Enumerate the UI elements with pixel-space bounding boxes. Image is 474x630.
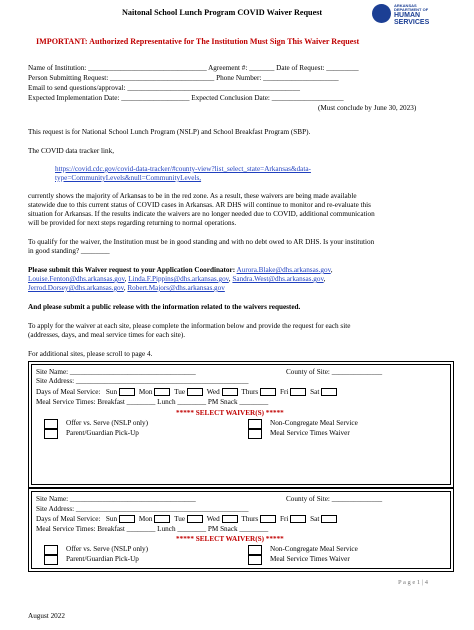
day-fri-label-2: Fri xyxy=(279,515,289,523)
day-sun-checkbox-2[interactable] xyxy=(119,515,135,523)
qualify-line-1: To qualify for the waiver, the Institution must be in good standing and with no debt owed to AR DHS. Is your institution xyxy=(28,238,375,246)
ovs-label-2: Offer vs. Serve (NSLP only) xyxy=(66,545,149,553)
day-tue-checkbox-2[interactable] xyxy=(187,515,203,523)
important-notice: IMPORTANT: Authorized Representative for The Institution Must Sign This Waiver Request xyxy=(36,37,360,46)
pickup-checkbox-2[interactable] xyxy=(44,555,58,565)
tracker-link-1[interactable]: https://covid.cdc.gov/covid-data-tracker/#county-view?list_select_state=Arkansas&data- xyxy=(55,165,311,173)
days-row-2 xyxy=(36,515,339,524)
day-wed-checkbox-2[interactable] xyxy=(222,515,238,523)
day-mon-checkbox[interactable] xyxy=(154,388,170,396)
day-tue-label-2: Tue xyxy=(174,515,186,523)
day-thurs-checkbox[interactable] xyxy=(260,388,276,396)
day-sat-checkbox-2[interactable] xyxy=(321,515,337,523)
submit-lead: Please submit this Waiver request to your Application Coordinator: xyxy=(28,266,236,274)
ovs-checkbox[interactable] xyxy=(44,419,58,429)
noncongregate-checkbox[interactable] xyxy=(248,419,262,429)
submit-block-line-1 xyxy=(28,266,333,275)
logo-line-2: DEPARTMENT OF xyxy=(394,7,429,12)
noncongregate-label: Non-Congregate Meal Service xyxy=(270,419,358,427)
apply-line-2: (addresses, days, and meal service times for each site). xyxy=(28,331,186,339)
email-line: Email to send questions/approval: ________________________________________________ xyxy=(28,84,300,92)
days-label: Days of Meal Service: xyxy=(36,388,101,396)
days-label-2: Days of Meal Service: xyxy=(36,515,101,523)
day-mon-label: Mon xyxy=(138,388,153,396)
county-field-2[interactable]: County of Site: ______________ xyxy=(286,495,383,503)
logo-line-3: HUMAN xyxy=(394,12,421,19)
page-number: P a g e 1 | 4 xyxy=(398,579,428,586)
pickup-checkbox[interactable] xyxy=(44,429,58,439)
select-waivers-heading: ***** SELECT WAIVER(S) ***** xyxy=(176,409,284,417)
day-thurs-label-2: Thurs xyxy=(241,515,259,523)
ovs-checkbox-2[interactable] xyxy=(44,545,58,555)
mealtimes-checkbox[interactable] xyxy=(248,429,262,439)
site-address-field[interactable]: Site Address: ________________________________________________ xyxy=(36,377,249,385)
submitter-line: Person Submitting Request: _____________________________ Phone Number: _____________________ xyxy=(28,74,339,82)
dates-line: Expected Implementation Date: ___________________ Expected Conclusion Date: ____________________ xyxy=(28,94,344,102)
must-conclude-note: (Must conclude by June 30, 2023) xyxy=(318,104,417,112)
day-sun-label: Sun xyxy=(105,388,118,396)
ovs-label: Offer vs. Serve (NSLP only) xyxy=(66,419,149,427)
day-wed-label: Wed xyxy=(206,388,220,396)
day-wed-checkbox[interactable] xyxy=(222,388,238,396)
email-linda[interactable]: Linda.F.Pippins@dhs.arkansas.gov xyxy=(128,275,229,283)
email-louise[interactable]: Louise.Fenton@dhs.arkansas.gov xyxy=(28,275,125,283)
logo-line-4: SERVICES xyxy=(394,19,430,26)
day-sun-label-2: Sun xyxy=(105,515,118,523)
dhs-logo xyxy=(372,2,464,28)
day-tue-checkbox[interactable] xyxy=(187,388,203,396)
mealtimes-checkbox-2[interactable] xyxy=(248,555,262,565)
email-sandra[interactable]: Sandra.West@dhs.arkansas.gov xyxy=(232,275,324,283)
day-thurs-label: Thurs xyxy=(241,388,259,396)
select-waivers-heading-2: ***** SELECT WAIVER(S) ***** xyxy=(176,535,284,543)
site-name-field[interactable]: Site Name: ___________________________________ xyxy=(36,368,196,376)
day-sat-label-2: Sat xyxy=(310,515,320,523)
public-release-note: And please submit a public release with the information related to the waivers requested. xyxy=(28,303,301,311)
email-robert[interactable]: Robert.Majors@dhs.arkansas.gov xyxy=(127,284,225,292)
day-sun-checkbox[interactable] xyxy=(119,388,135,396)
dhs-seal-icon xyxy=(372,4,391,23)
day-thurs-checkbox-2[interactable] xyxy=(260,515,276,523)
apply-line-1: To apply for the waiver at each site, please complete the information below and provide the request for each site xyxy=(28,322,351,330)
tracker-intro: The COVID data tracker link, xyxy=(28,147,115,155)
institution-line: Name of Institution: _________________________________ Agreement #: _______ Date of Request: _________ xyxy=(28,64,359,72)
day-wed-label-2: Wed xyxy=(206,515,220,523)
qualify-line-2: in good standing? ________ xyxy=(28,247,110,255)
site-name-field-2[interactable]: Site Name: ___________________________________ xyxy=(36,495,196,503)
document-title: Naitonal School Lunch Program COVID Waiver Request xyxy=(122,8,323,17)
email-jerrod[interactable]: Jerrod.Dorsey@dhs.arkansas.gov xyxy=(28,284,124,292)
email-aurora[interactable]: Aurora.Blake@dhs.arkansas.gov xyxy=(236,266,331,274)
day-sat-checkbox[interactable] xyxy=(321,388,337,396)
day-mon-label-2: Mon xyxy=(138,515,153,523)
site-address-field-2[interactable]: Site Address: ________________________________________________ xyxy=(36,505,249,513)
submit-block-line-3: Jerrod.Dorsey@dhs.arkansas.gov, Robert.Majors@dhs.arkansas.gov xyxy=(28,284,225,292)
day-fri-label: Fri xyxy=(279,388,289,396)
pickup-label-2: Parent/Guardian Pick-Up xyxy=(66,555,139,563)
day-sat-label: Sat xyxy=(310,388,320,396)
days-row xyxy=(36,388,339,397)
status-line-2: statewide due to this current status of COVID cases in Arkansas. AR DHS will continue to monitor and re-evaluate this xyxy=(28,201,371,209)
status-line-3: situation for Arkansas. If the results indicate the waivers are no longer needed due to COVID, additional communication xyxy=(28,210,375,218)
day-fri-checkbox[interactable] xyxy=(290,388,306,396)
day-fri-checkbox-2[interactable] xyxy=(290,515,306,523)
noncongregate-label-2: Non-Congregate Meal Service xyxy=(270,545,358,553)
meal-times-field-2[interactable]: Meal Service Times: Breakfast ________ Lunch ________ PM Snack ________ xyxy=(36,525,269,533)
meal-times-field[interactable]: Meal Service Times: Breakfast ________ Lunch ________ PM Snack ________ xyxy=(36,398,269,406)
status-line-1: currently shows the majority of Arkansas to be in the red zone. As a result, these waivers are being made available xyxy=(28,192,357,200)
county-field[interactable]: County of Site: ______________ xyxy=(286,368,383,376)
noncongregate-checkbox-2[interactable] xyxy=(248,545,262,555)
submit-block-line-2: Louise.Fenton@dhs.arkansas.gov, Linda.F.Pippins@dhs.arkansas.gov, Sandra.West@dhs.arkansas.gov, xyxy=(28,275,326,283)
pickup-label: Parent/Guardian Pick-Up xyxy=(66,429,139,437)
logo-line-1: ARKANSAS xyxy=(394,3,417,8)
tracker-link-2[interactable]: type=CommunityLevels&null=CommunityLevels, xyxy=(55,174,202,182)
mealtimes-label-2: Meal Service Times Waiver xyxy=(270,555,350,563)
mealtimes-label: Meal Service Times Waiver xyxy=(270,429,350,437)
additional-sites-note: For additional sites, please scroll to page 4. xyxy=(28,350,153,358)
day-tue-label: Tue xyxy=(174,388,186,396)
day-mon-checkbox-2[interactable] xyxy=(154,515,170,523)
footer-date: August 2022 xyxy=(28,612,65,620)
program-paragraph: This request is for National School Lunch Program (NSLP) and School Breakfast Program (SBP). xyxy=(28,128,311,136)
status-line-4: will be provided for next steps regarding returning to normal operations. xyxy=(28,219,237,227)
comma: , xyxy=(330,266,333,274)
